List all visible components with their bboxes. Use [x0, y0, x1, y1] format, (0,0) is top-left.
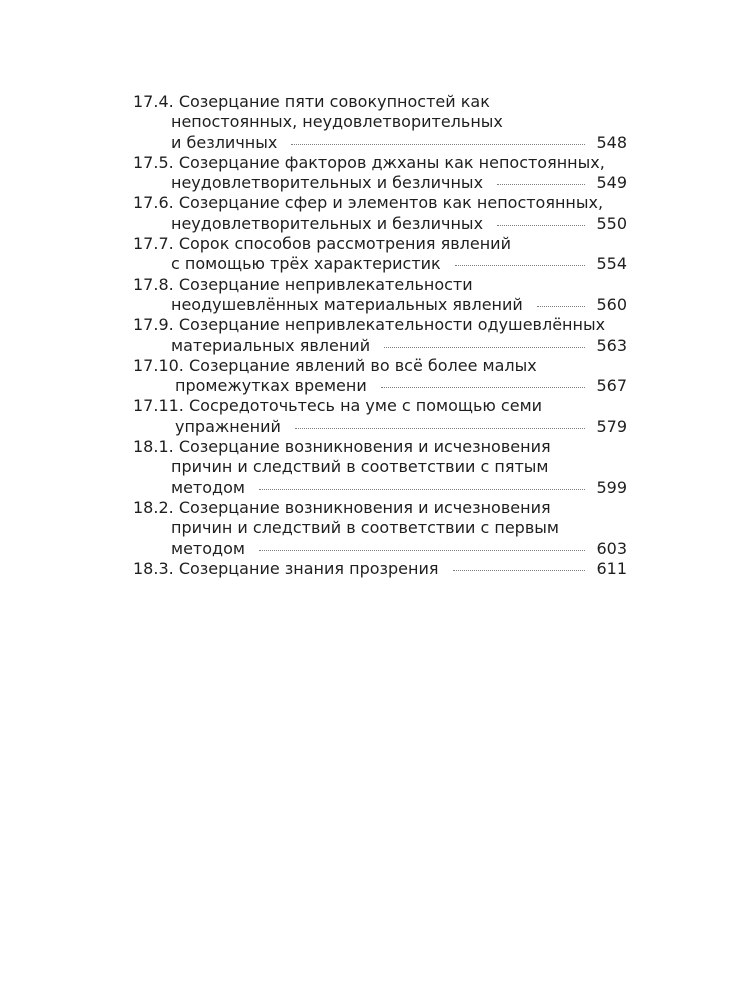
toc-entry-number: 17.6. [133, 193, 174, 213]
toc-page-number: 550 [596, 213, 627, 233]
toc-entry-title-line: Созерцание факторов джханы как непостоянных, [178, 152, 605, 172]
toc-entry-number: 17.5. [133, 152, 174, 172]
toc-page-number: 579 [596, 416, 627, 436]
toc-entry-17-7[interactable] [133, 234, 627, 275]
dot-leader [259, 488, 585, 490]
toc-page-number: 599 [596, 477, 627, 497]
toc-entry-title-line: неодушевлённых материальных явлений [171, 294, 523, 314]
dot-leader [497, 224, 585, 226]
toc-page-number: 548 [596, 132, 627, 152]
toc-entry-title-line: промежутках времени [175, 376, 367, 396]
toc-entry-18-3[interactable] [133, 559, 627, 579]
toc-entry-number: 17.11. [133, 396, 184, 416]
toc-entry-title-line: Сорок способов рассмотрения явлений [178, 234, 511, 254]
dot-leader [537, 305, 585, 307]
toc-entry-18-1[interactable] [133, 437, 627, 498]
toc-entry-17-5[interactable] [133, 153, 627, 194]
toc-entry-title-line: Созерцание возникновения и исчезновения [178, 437, 551, 457]
toc-entry-title-line: неудовлетворительных и безличных [171, 173, 484, 193]
dot-leader [381, 386, 585, 388]
toc-entry-title-line: материальных явлений [171, 335, 371, 355]
dot-leader [453, 569, 585, 571]
toc-entry-title-line: Созерцание непривлекательности [178, 274, 473, 294]
toc-entry-17-11[interactable] [133, 396, 627, 437]
toc-page-number: 554 [596, 254, 627, 274]
toc-entry-title-line: причин и следствий в соответствии с первым [171, 518, 559, 538]
toc-entry-number: 17.9. [133, 315, 174, 335]
toc-entry-title-line: упражнений [175, 416, 281, 436]
dot-leader [497, 183, 585, 185]
toc-entry-number: 17.4. [133, 92, 174, 111]
toc-page-number: 549 [596, 173, 627, 193]
toc-entry-title-line: Сосредоточьтесь на уме с помощью семи [188, 396, 543, 416]
toc-entry-title-line: с помощью трёх характеристик [171, 254, 441, 274]
toc-entry-title-line: Созерцание пяти совокупностей как [178, 92, 490, 111]
dot-leader [384, 346, 585, 348]
toc-entry-number: 18.1. [133, 437, 174, 457]
dot-leader [291, 143, 585, 145]
dot-leader [455, 264, 585, 266]
toc-entry-title-line: методом [171, 538, 245, 558]
toc-entry-number: 17.10. [133, 355, 184, 375]
toc-entry-title-line: методом [171, 477, 245, 497]
toc-entry-title-line: Созерцание явлений во всё более малых [188, 355, 537, 375]
toc-entry-title-line: Созерцание знания прозрения [178, 558, 439, 578]
toc-entry-title-line: и безличных [171, 132, 278, 152]
toc-entry-17-4[interactable] [133, 92, 627, 153]
table-of-contents [133, 92, 627, 579]
toc-entry-title-line: Созерцание возникновения и исчезновения [178, 497, 551, 517]
toc-page-number: 563 [596, 335, 627, 355]
toc-entry-number: 18.3. [133, 558, 174, 578]
toc-page-number: 560 [596, 294, 627, 314]
toc-entry-title-line: непостоянных, неудовлетворительных [171, 112, 503, 132]
toc-entry-title-line: причин и следствий в соответствии с пятым [171, 457, 549, 477]
toc-page-number: 611 [596, 558, 627, 578]
toc-entry-17-10[interactable] [133, 356, 627, 397]
dot-leader [295, 427, 585, 429]
toc-entry-number: 17.8. [133, 274, 174, 294]
toc-entry-17-6[interactable] [133, 193, 627, 234]
toc-entry-number: 18.2. [133, 497, 174, 517]
dot-leader [259, 549, 585, 551]
toc-page-number: 567 [596, 376, 627, 396]
toc-entry-title-line: неудовлетворительных и безличных [171, 213, 484, 233]
toc-entry-number: 17.7. [133, 234, 174, 254]
toc-entry-18-2[interactable] [133, 498, 627, 559]
toc-entry-title-line: Созерцание непривлекательности одушевлённых [178, 315, 606, 335]
toc-entry-17-8[interactable] [133, 275, 627, 316]
toc-page-number: 603 [596, 538, 627, 558]
toc-entry-title-line: Созерцание сфер и элементов как непостоянных, [178, 193, 604, 213]
toc-entry-17-9[interactable] [133, 315, 627, 356]
